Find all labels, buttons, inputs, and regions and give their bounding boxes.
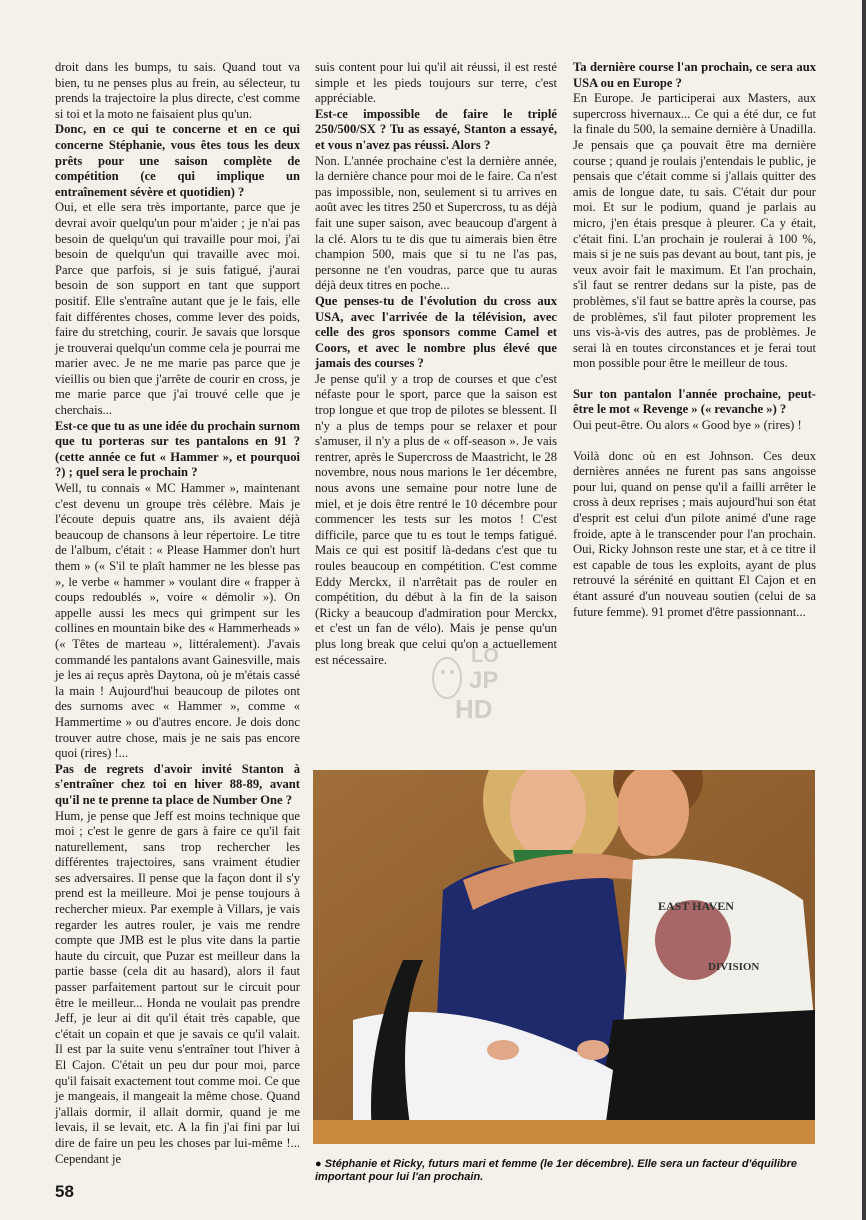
photo-caption (315, 1158, 820, 1184)
article-paragraph: Oui, et elle sera très importante, parce que je devrai avoir quelqu'un pour m'aider ; je n'ai pas besoin de quelqu'un qui travaille pour moi, j'ai besoin de quelqu'un qui travaille avec moi. Parce que parfois, si je suis fatigué, j'aurai besoin de son support en tant que support positif. Elle s'entraîne autant que je le fais, elle fait différentes choses, comme lever des poids, faire du stretching, courir. Je savais que lorsque je trouverai quelqu'un comme cela je pourrai me marier avec. Je ne me marie pas parce que je vieillis ou bien que j'arrête de courir en cross, je me marie parce que j'ai trouvé celle que je cherchais... (55, 200, 300, 418)
paragraph-gap (573, 372, 816, 387)
interview-question: Sur ton pantalon l'année prochaine, peut-être le mot « Revenge » (« revanche ») ? (573, 386, 816, 417)
article-paragraph: Hum, je pense que Jeff est moins technique que moi ; c'est le genre de gars à faire ce qu'il fait naturellement, sans trop rechercher les différentes trajectoires, sans vraiment étudier ses adversaires. Il pense que la façon dont il s'y prend est la meilleure. Moi je pense toujours à rechercher mieux. Par exemple à Villars, je vais regarder les autres rouler, je vais me rendre compte que JMB est le plus vite dans la partie haute du circuit, que Puzar est meilleur dans la partie basse (cela dit au hasard), alors il faut passer parfaitement partout sur le circuit pour être le meilleur... Honda ne voulait pas prendre Jeff, je leur ai dit qu'il était très capable, que c'était un copain et que je savais ce qu'il valait. Il est par la suite venu s'entraîner tout l'hiver à El Cajon. C'était un peu dur pour moi, parce qu'il faisait exactement tout comme moi. Ce que je mangeais, il mangeait la même chose. Quand j'allais dormir, il allait dormir, quand je me levais, il se levait, etc. A la fin j'ai fini par lui dire de faire un peu les choses par lui-même !... Cependant je (55, 808, 300, 1166)
interview-question: Ta dernière course l'an prochain, ce sera aux USA ou en Europe ? (573, 60, 816, 90)
article-column-1 (55, 60, 300, 1167)
interview-question: Pas de regrets d'avoir invité Stanton à s'entraîner chez toi en hiver 88-89, avant qu'il ne te prenne ta place de Number One ? (55, 761, 300, 807)
article-column-3 (573, 60, 816, 620)
interview-question: Est-ce impossible de faire le triplé 250/500/SX ? Tu as essayé, Stanton a essayé, et vous n'avez pas réussi. Alors ? (315, 106, 557, 152)
shirt-text-2: DIVISION (708, 961, 760, 973)
article-paragraph: Well, tu connais « MC Hammer », maintenant c'est devenu un groupe très célèbre. Mais je l'écoute depuis quatre ans, ils avaient déjà beaucoup de chansons à leur répertoire. Le titre de l'album, c'était : « Please Hammer don't hurt them » (« S'il te plaît hammer ne les blesse pas », le verbe « hammer » voulant dire « frapper à coups redoublés », voire « démolir »). On appelle aussi les mecs qui grimpent sur les collines en mountain bike des « Hammerheads » (« Têtes de marteau », littéralement). J'avais commandé les pantalons avant Gainesville, mais je les ai reçus après Daytona, où je m'étais cassé la main ! Aujourd'hui beaucoup de pilotes ont des surnoms avec « Hammer », comme « Hammertime » ou d'autres encore. Je dois donc trouver autre chose, mais je ne sais pas encore quoi (rires) !... (55, 481, 300, 761)
caption-text: Stéphanie et Ricky, futurs mari et femme (le 1er décembre). Elle sera un facteur d'équilibre important pour lui l'an prochain. (315, 1158, 798, 1183)
couple-photo (313, 770, 815, 1144)
paragraph-gap (573, 434, 816, 449)
article-paragraph: droit dans les bumps, tu sais. Quand tout va bien, tu ne penses plus au frein, au sélecteur, tu prends la trajectoire la plus directe, c'est comme si toi et la moto ne faisaient plus qu'un. (55, 60, 300, 121)
article-paragraph: Non. L'année prochaine c'est la dernière année, la dernière chance pour moi de le faire. Ca n'est pas impossible, non, seulement si tu arrives en août avec les titres 250 et Supercross, tu as déjà fait une super saison, avec beaucoup d'argent à la clé. Alors tu te dis que tu aimerais bien être champion 500, mais que si tu ne l'as pas, personne ne t'en voudras, parce que tu auras déjà deux titres en poche... (315, 153, 557, 293)
interview-question: Que penses-tu de l'évolution du cross aux USA, avec l'arrivée de la télévision, avec celle des gros sponsors comme Camel et Coors, et avec le nombre plus élevé que jamais des courses ? (315, 293, 557, 371)
article-paragraph: suis content pour lui qu'il ait réussi, il est resté simple et les pieds toujours sur terre, c'est appréciable. (315, 60, 557, 106)
watermark-line1: LO (471, 645, 499, 667)
watermark-logo (425, 640, 515, 725)
page-number: 58 (55, 1182, 74, 1201)
watermark-line3: HD (455, 694, 493, 724)
article-paragraph: Oui peut-être. Ou alors « Good bye » (rires) ! (573, 418, 802, 433)
article-paragraph: Voilà donc où en est Johnson. Ces deux dernières années ne furent pas sans angoisse pour lui, quand on pense qu'il a failli arrêter le cross à deux reprises ; mais aujourd'hui son état d'esprit est celui d'un pilote animé d'une rage froide, apte à le transcender pour l'an prochain. Oui, Ricky Johnson reste une star, et à ce titre il est capable de tous les exploits, ayant de plus retrouvé la sérénité en quittant El Cajon et en étant assuré d'un nouveau soutien (celui de sa future femme). 91 promet d'être passionnant... (573, 448, 816, 619)
caption-bullet: ● (315, 1158, 322, 1170)
article-paragraph: En Europe. Je participerai aux Masters, aux supercross hivernaux... Ce qui a été dur, ce fut la finale du 500, la semaine dernière à Unadilla. Je pensais que ça pouvait être ma dernière course ; quand je roulais j'entendais le public, je pensais que c'était comme si j'allais quitter des amis de longue date, tu sais. C'était dur pour moi. Et sur le podium, quand je parlais au micro, j'en étais presque à pleurer. Ca y était, c'était fini. L'an prochain je roulerai à 100 %, mais si je ne suis pas devant au bout, tant pis, je veux avoir fait le maximum. Et l'an prochain, s'il faut se rentrer dedans sur la piste, pas de problèmes, s'il faut se battre après la course, pas de problèmes, s'il faut piloter proprement les uns vis-à-vis des autres, pas de problèmes. Je serai là en toutes circonstances et je ferai tout mon possible pour être le meilleur de tous. (573, 91, 816, 371)
article-column-2 (315, 60, 557, 668)
page-edge (862, 0, 866, 1220)
shirt-text: EAST HAVEN (658, 899, 734, 913)
article-paragraph: Je pense qu'il y a trop de courses et que c'est néfaste pour le sport, parce que la saison est trop longue et que trop de pilotes se blessent. Il n'y a plus de temps pour se relaxer et pour s'amuser, il n'y a plus de « off-season ». Je vais rentrer, après le Supercross de Maastricht, le 28 novembre, nous nous marions le 1er décembre, nous avons une semaine pour notre lune de miel, et je dois être rentré le 10 décembre pour commencer les tests sur les motos ! C'est difficile, parce que tu es tout le temps fatigué. Mais ce qui est positif là-dedans c'est que tu roules beaucoup en compétition. C'est comme Eddy Merckx, il n'arrêtait pas de rouler en compétition, du début à la fin de la saison (Ricky a beaucoup d'admiration pour Merckx, et c'est un fan de vélo). Mais je pense qu'un plus long break que celui qu'on a actuellement est nécessaire. (315, 371, 557, 667)
interview-question: Est-ce que tu as une idée du prochain surnom que tu porteras sur tes pantalons en 91 ? (cette année ce fut « Hammer », et pourquoi ?) ; quel sera le prochain ? (55, 418, 300, 480)
interview-question: Donc, en ce qui te concerne et en ce qui concerne Stéphanie, vous êtes tous les deux prêts pour une saison complète de compétition (ce qui implique un entraînement sévère et quotidien) ? (55, 122, 300, 199)
watermark-line2: JP (469, 667, 499, 694)
